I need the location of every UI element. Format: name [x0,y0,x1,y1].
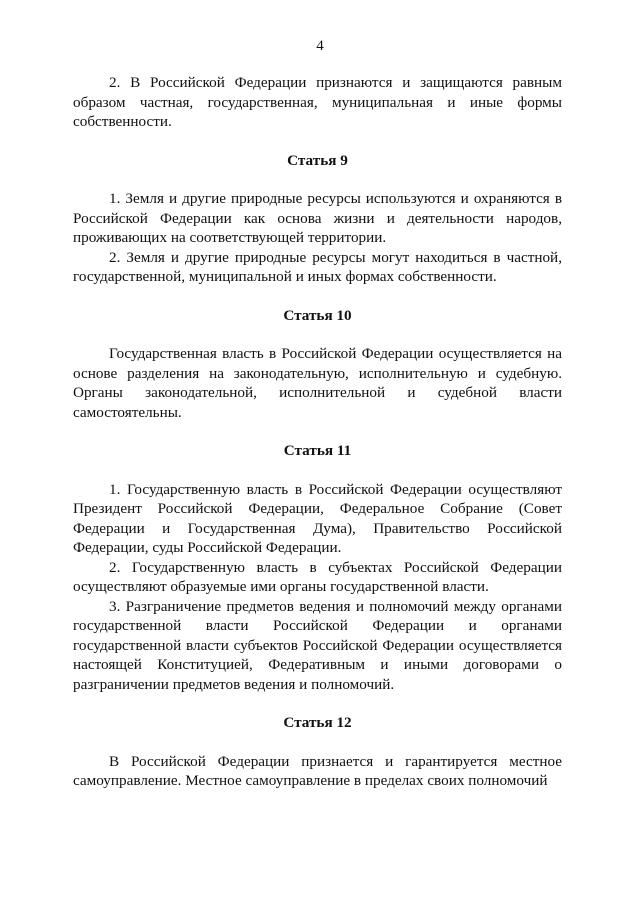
spacer [73,132,562,151]
paragraph: 2. Государственную власть в субъектах Российской Федерации осуществляют образуемые ими органы государственной власти. [73,558,562,595]
spacer [73,170,562,189]
paragraph: 3. Разграничение предметов ведения и полномочий между органами государственной власти Российской Федерации и органами государственной власти субъектов Российской Федерации осуществляется настоящей Конституцией, Федеративным и иными договорами о разграничении предметов ведения и полномочий. [73,597,562,693]
spacer [73,733,562,752]
article-heading: Статья 10 [283,306,352,324]
spacer [73,461,562,480]
spacer [73,694,562,713]
paragraph: Государственная власть в Российской Федерации осуществляется на основе разделения на законодательную, исполнительную и судебную. Органы законодательной, исполнительной и судебной власти самостоятельны. [73,345,562,421]
spacer [73,287,562,306]
article-heading: Статья 9 [287,151,348,169]
page-number: 4 [316,38,324,54]
spacer [73,325,562,344]
paragraph: 2. В Российской Федерации признаются и защищаются равным образом частная, государственная, муниципальная и иные формы собственности. [73,74,562,130]
paragraph: В Российской Федерации признается и гарантируется местное самоуправление. Местное самоуправление в пределах своих полномочий [73,752,562,789]
article-heading: Статья 11 [283,442,352,459]
paragraph: 2. Земля и другие природные ресурсы могут находиться в частной, государственной, муниципальной и иных формах собственности. [73,248,562,285]
spacer [73,422,562,441]
paragraph: 1. Земля и другие природные ресурсы используются и охраняются в Российской Федерации как основа жизни и деятельности народов, проживающих на соответствующей территории. [73,190,562,246]
document-body [73,73,562,791]
article-heading: Статья 12 [283,714,352,731]
paragraph: 1. Государственную власть в Российской Федерации осуществляют Президент Российской Федерации, Федеральное Собрание (Совет Федерации и Государственная Дума), Правительство Российской Федерации, суды Российской Федерации. [73,480,562,556]
